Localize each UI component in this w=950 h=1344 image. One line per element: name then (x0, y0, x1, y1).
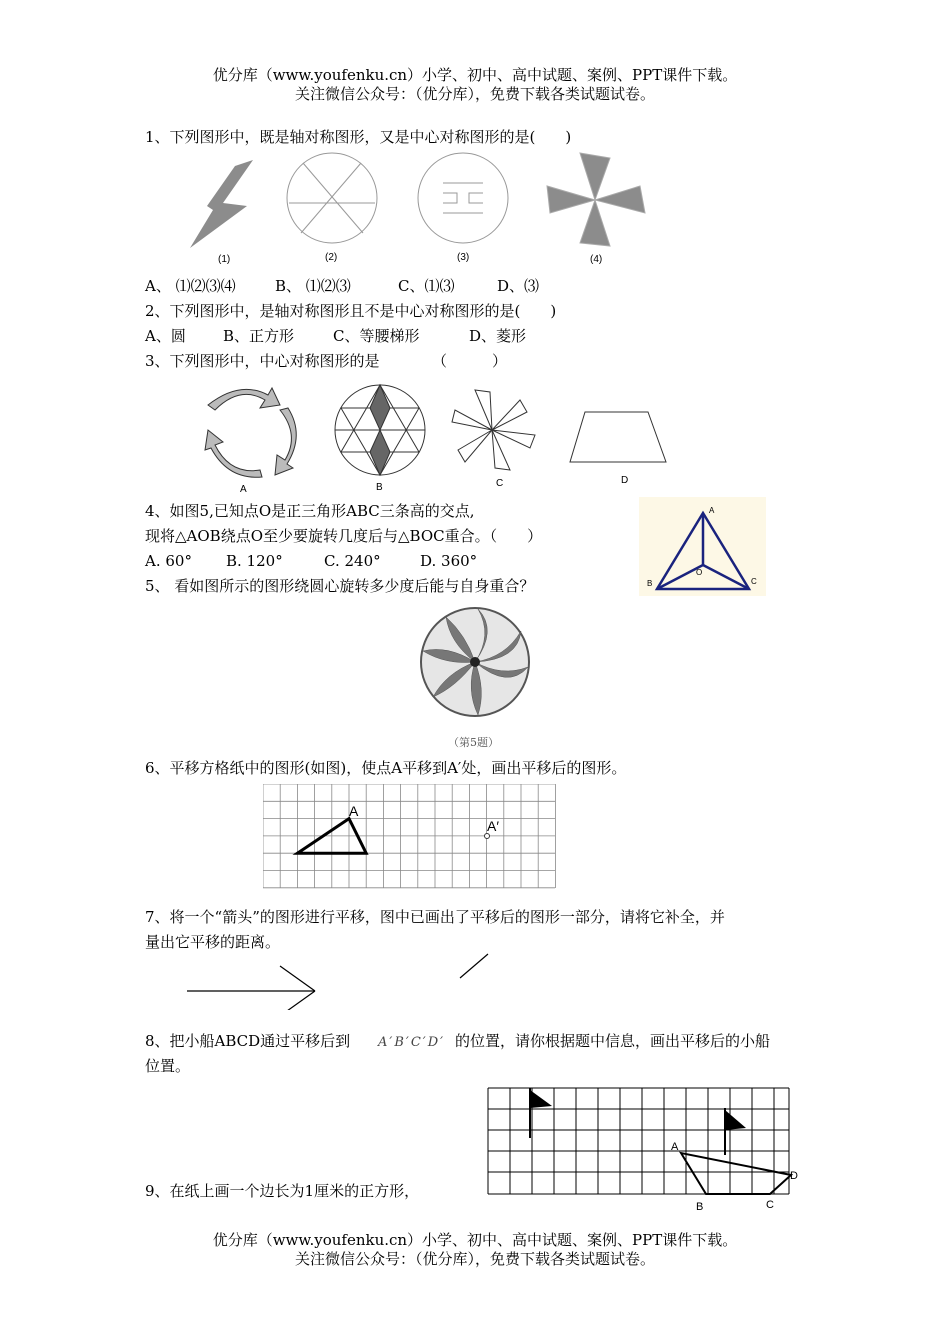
q1-text: 1、下列图形中，既是轴对称图形，又是中心对称图形的是( ) (145, 128, 572, 146)
q1-label-2: (2) (325, 252, 338, 263)
circle-symbol-shape (418, 153, 508, 243)
q6-point-a-prime (485, 834, 490, 839)
footer-line-1: 优分库（www.youfenku.cn）小学、初中、高中试题、案例、PPT课件下载。 (212, 1231, 738, 1249)
q7-arrow-figure (185, 950, 495, 1010)
q9-text: 9、在纸上画一个边长为1厘米的正方形， (145, 1182, 420, 1200)
q4-triangle-figure (639, 497, 766, 596)
q5-text: 5、 看如图所示的图形绕圆心旋转多少度后能与自身重合？ (145, 577, 535, 595)
q8-line-1-after: 的位置，请你根据题中信息，画出平移后的小船 (455, 1032, 771, 1050)
q8-label-d: D (790, 1170, 798, 1182)
q2-text: 2、下列图形中，是轴对称图形且不是中心对称图形的是( ) (145, 302, 557, 320)
q4-label-b: B (647, 579, 653, 588)
q4-line-1: 4、如图5,已知点O是正三角形ABC三条高的交点, (145, 502, 475, 520)
q8-line-2: 位置。 (145, 1057, 191, 1075)
q4-option-c: C. 240° (324, 552, 381, 570)
q5-caption: （第5题） (448, 736, 499, 749)
q6-label-a-prime: A′ (487, 818, 499, 834)
q8-label-a: A (671, 1141, 679, 1153)
q4-line-2: 现将△AOB绕点O至少要旋转几度后与△BOC重合。（ ） (145, 527, 543, 545)
q7-partial-arrow (460, 954, 488, 978)
recycle-arrows-shape (205, 388, 296, 477)
q7-line-2: 量出它平移的距离。 (145, 933, 281, 951)
q1-option-b: B、 ⑴⑵⑶ (275, 277, 351, 295)
pinwheel-shape (547, 153, 645, 246)
circle-x-shape (287, 153, 377, 243)
lightning-shape (190, 160, 253, 248)
q8-label-b: B (696, 1201, 704, 1213)
q3-label-c: C (496, 478, 504, 489)
q3-figures (200, 380, 700, 495)
q4-label-a: A (709, 506, 715, 515)
q2-option-d: D、菱形 (469, 327, 527, 345)
q8-primes: A′B′C′D′ (378, 1035, 446, 1050)
q1-option-d: D、⑶ (497, 277, 540, 295)
header-line-1: 优分库（www.youfenku.cn）小学、初中、高中试题、案例、PPT课件下载。 (212, 66, 738, 84)
q1-option-c: C、⑴⑶ (398, 277, 455, 295)
circle-star-shape (335, 385, 425, 475)
q4-label-o: O (696, 568, 703, 577)
q8-grid-figure (486, 1086, 806, 1214)
q1-label-4: (4) (590, 254, 603, 265)
q5-swirl-figure (418, 605, 533, 720)
q2-option-c: C、等腰梯形 (333, 327, 420, 345)
q8-flag-translated (725, 1110, 746, 1130)
q6-label-a: A (349, 803, 359, 819)
q2-option-a: A、圆 (145, 327, 186, 345)
q4-option-a: A. 60° (145, 552, 192, 570)
q2-option-b: B、正方形 (223, 327, 295, 345)
q1-option-a: A、 ⑴⑵⑶⑷ (145, 277, 236, 295)
q3-label-b: B (376, 482, 383, 493)
q4-option-d: D. 360° (420, 552, 478, 570)
pinwheel-outline-shape (452, 390, 535, 470)
q3-label-a: A (240, 484, 247, 495)
q3-text: 3、下列图形中，中心对称图形的是 （ ） (145, 352, 508, 370)
q1-label-1: (1) (218, 254, 231, 265)
q6-grid-figure (263, 784, 557, 889)
trapezoid-shape (570, 412, 666, 462)
header-line-2: 关注微信公众号：（优分库），免费下载各类试题试卷。 (294, 85, 655, 103)
footer-line-2: 关注微信公众号：（优分库），免费下载各类试题试卷。 (294, 1250, 655, 1268)
q4-option-b: B. 120° (226, 552, 283, 570)
q3-label-d: D (621, 475, 629, 486)
q8-line-1-before: 8、把小船ABCD通过平移后到 (145, 1032, 351, 1050)
q8-label-c: C (766, 1199, 774, 1211)
q7-line-1: 7、将一个“箭头”的图形进行平移，图中已画出了平移后的图形一部分，请将它补全，并 (145, 908, 725, 926)
q4-label-c: C (751, 577, 757, 586)
q1-label-3: (3) (457, 252, 470, 263)
q6-text: 6、平移方格纸中的图形(如图)，使点A平移到A′处，画出平移后的图形。 (145, 759, 627, 777)
q1-figures (185, 148, 665, 268)
q8-flag-original (530, 1090, 552, 1108)
